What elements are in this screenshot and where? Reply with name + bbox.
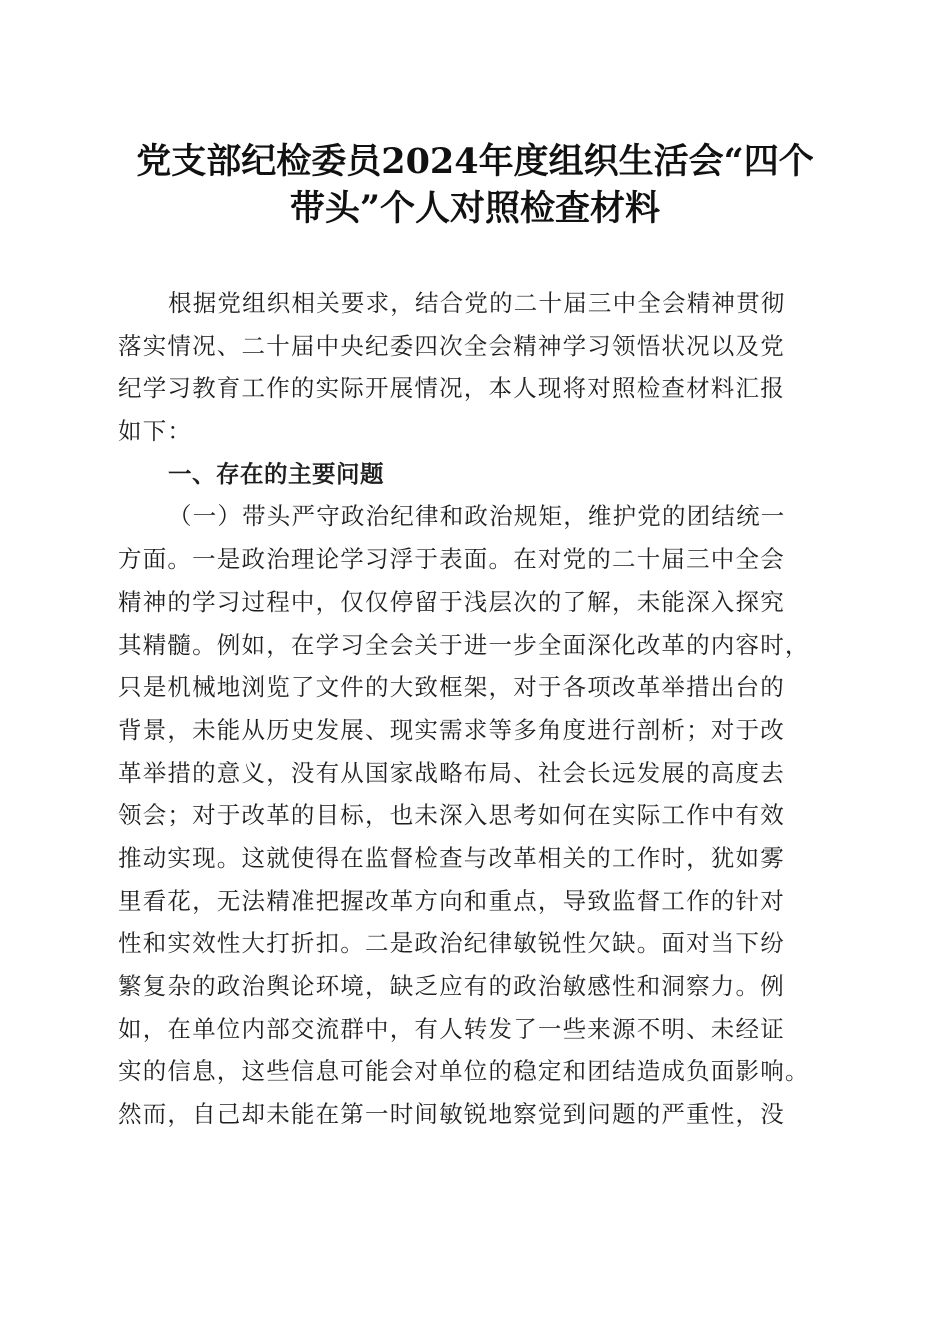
paragraph-intro-line: 纪学习教育工作的实际开展情况，本人现将对照检查材料汇报: [118, 374, 785, 403]
document-body: [118, 282, 828, 1136]
paragraph-body-line: 里看花，无法精准把握改革方向和重点，导致监督工作的针对: [118, 886, 785, 915]
paragraph-body-line: 性和实效性大打折扣。二是政治纪律敏锐性欠缺。面对当下纷: [118, 929, 785, 958]
title-line-1: 党支部纪检委员2024年度组织生活会“四个: [136, 141, 814, 182]
paragraph-intro-line: 根据党组织相关要求，结合党的二十届三中全会精神贯彻: [168, 289, 786, 317]
paragraph-body-line: 只是机械地浏览了文件的大致框架，对于各项改革举措出台的: [118, 673, 785, 702]
paragraph-body-line: 领会；对于改革的目标，也未深入思考如何在实际工作中有效: [118, 801, 785, 830]
paragraph-body-line: 精神的学习过程中，仅仅停留于浅层次的了解，未能深入探究: [118, 587, 785, 616]
paragraph-body-line: 背景，未能从历史发展、现实需求等多角度进行剖析；对于改: [118, 715, 785, 744]
paragraph-intro-line: 如下：: [118, 417, 193, 446]
paragraph-body-line: 然而，自己却未能在第一时间敏锐地察觉到问题的严重性，没: [118, 1100, 785, 1129]
paragraph-body-line: 推动实现。这就使得在监督检查与改革相关的工作时，犹如雾: [118, 843, 785, 872]
paragraph-body-line: （一）带头严守政治纪律和政治规矩，维护党的团结统一: [168, 502, 786, 531]
paragraph-body-line: 革举措的意义，没有从国家战略布局、社会长远发展的高度去: [118, 758, 785, 787]
paragraph-body-line: 繁复杂的政治舆论环境，缺乏应有的政治敏感性和洞察力。例: [118, 972, 785, 1000]
paragraph-intro-line: 落实情况、二十届中央纪委四次全会精神学习领悟状况以及党: [118, 331, 785, 360]
paragraph-body-line: 其精髓。例如，在学习全会关于进一步全面深化改革的内容时，: [118, 630, 810, 659]
paragraph-body-line: 方面。一是政治理论学习浮于表面。在对党的二十届三中全会: [118, 545, 785, 574]
paragraph-body-line: 如，在单位内部交流群中，有人转发了一些来源不明、未经证: [118, 1014, 785, 1043]
title-line-2: 带头”个人对照检查材料: [289, 188, 661, 229]
document-title: [100, 138, 850, 232]
paragraph-body-line: 实的信息，这些信息可能会对单位的稳定和团结造成负面影响。: [118, 1057, 810, 1086]
section-heading: 一、存在的主要问题: [168, 459, 384, 488]
